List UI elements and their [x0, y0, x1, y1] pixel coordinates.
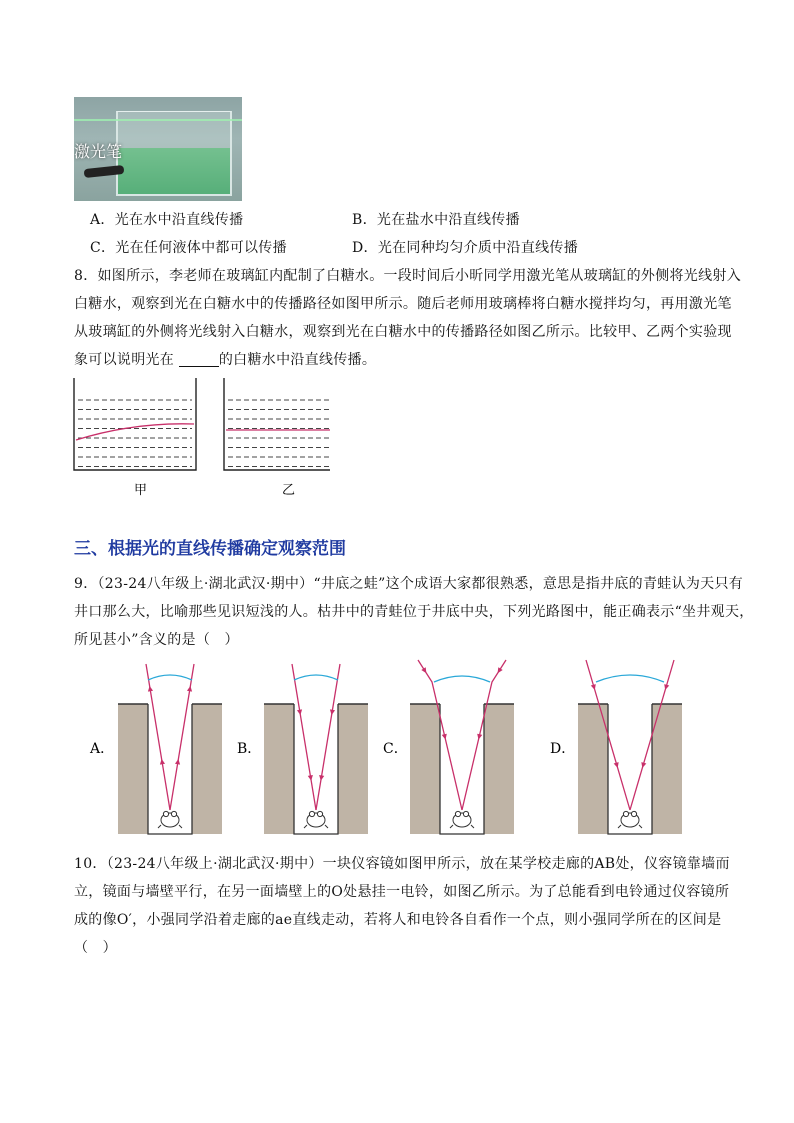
q10-line-2: 立，镜面与墙壁平行，在另一面墙壁上的O处悬挂一电铃，如图乙所示。为了总能看到电铃通过仪容镜所	[74, 884, 730, 900]
well-frog-diagrams	[70, 652, 720, 842]
tank-jia	[74, 378, 196, 470]
q8-line-4	[74, 346, 376, 374]
ground-left	[578, 704, 608, 834]
ground-left	[410, 704, 440, 834]
q9-line-1: 9．（23-24八年级上·湖北武汉·期中）“井底之蛙”这个成语大家都很熟悉，意思是指井底的青蛙认为天只有	[74, 576, 744, 592]
q8-line-2: 白糖水，观察到光在白糖水中的传播路径如图甲所示。随后老师用玻璃棒将白糖水搅拌均匀，再用激光笔	[74, 296, 732, 312]
q8-last-suffix: 的白糖水中沿直线传播。	[218, 352, 377, 368]
view-arc	[148, 675, 192, 680]
glass-tank	[116, 111, 232, 196]
laser-beam	[74, 119, 242, 121]
diagram-option-c	[410, 660, 514, 834]
ground-right	[338, 704, 368, 834]
green-water	[118, 148, 230, 194]
q7-option-a: A．光在水中沿直线传播	[90, 212, 244, 228]
answer-blank	[179, 350, 219, 367]
q7-option-d: D．光在同种均匀介质中沿直线传播	[352, 240, 579, 256]
q8-line-1: 8．如图所示，李老师在玻璃缸内配制了白糖水。一段时间后小昕同学用激光笔从玻璃缸的外侧将光线射入	[74, 268, 742, 284]
fig-label-yi: 乙	[282, 483, 296, 498]
arrow-head	[148, 686, 153, 692]
frog-eye	[317, 811, 322, 816]
q9-line-2: 井口那么大，比喻那些见识短浅的人。枯井中的青蛙位于井底中央，下列光路图中，能正确表示“坐井观天，	[74, 604, 754, 620]
frog-eye	[163, 811, 168, 816]
frog-eye	[623, 811, 628, 816]
diagram-option-a	[118, 664, 222, 834]
sugar-water-figures	[70, 374, 330, 504]
option-label-a: A．	[90, 741, 115, 757]
option-label-b: B．	[237, 741, 262, 757]
ground-right	[192, 704, 222, 834]
q8-line-3: 从玻璃缸的外侧将光线射入白糖水，观察到光在白糖水中的传播路径如图乙所示。比较甲、乙两个实验现	[74, 324, 732, 340]
tank-outline	[224, 378, 330, 470]
view-arc	[596, 675, 664, 682]
tank-yi	[224, 378, 330, 470]
frog-eye	[631, 811, 636, 816]
q10-line-1: 10．（23-24八年级上·湖北武汉·期中）一块仪容镜如图甲所示，放在某学校走廊的AB处，仪容镜靠墙而	[74, 856, 730, 872]
photo-label: 激光笔	[74, 142, 123, 161]
q9-line-3: 所见甚小”含义的是（ ）	[74, 632, 239, 648]
ground-left	[264, 704, 294, 834]
diagram-option-b	[264, 664, 368, 834]
view-arc	[434, 676, 490, 682]
frog-eye	[455, 811, 460, 816]
ground-right	[652, 704, 682, 834]
frog-eye	[309, 811, 314, 816]
frog-eye	[171, 811, 176, 816]
q7-option-b: B．光在盐水中沿直线传播	[352, 212, 520, 228]
section-heading: 三、根据光的直线传播确定观察范围	[74, 539, 346, 559]
q10-line-3: 成的像O′，小强同学沿着走廊的ae直线走动，若将人和电铃各自看作一个点，则小强同学所在的区间是	[74, 912, 722, 928]
option-label-c: C．	[383, 741, 408, 757]
q8-last-prefix: 象可以说明光在	[74, 352, 175, 368]
q7-option-c: C．光在任何液体中都可以传播	[90, 240, 287, 256]
view-arc	[294, 675, 338, 680]
q10-line-4: （ ）	[74, 940, 117, 956]
fig-label-jia: 甲	[134, 483, 148, 498]
option-label-d: D．	[550, 741, 576, 757]
ground-left	[118, 704, 148, 834]
diagram-option-d	[578, 660, 682, 834]
ground-right	[484, 704, 514, 834]
frog-eye	[463, 811, 468, 816]
arrow-head	[187, 686, 192, 692]
laser-tank-photo	[74, 97, 242, 201]
